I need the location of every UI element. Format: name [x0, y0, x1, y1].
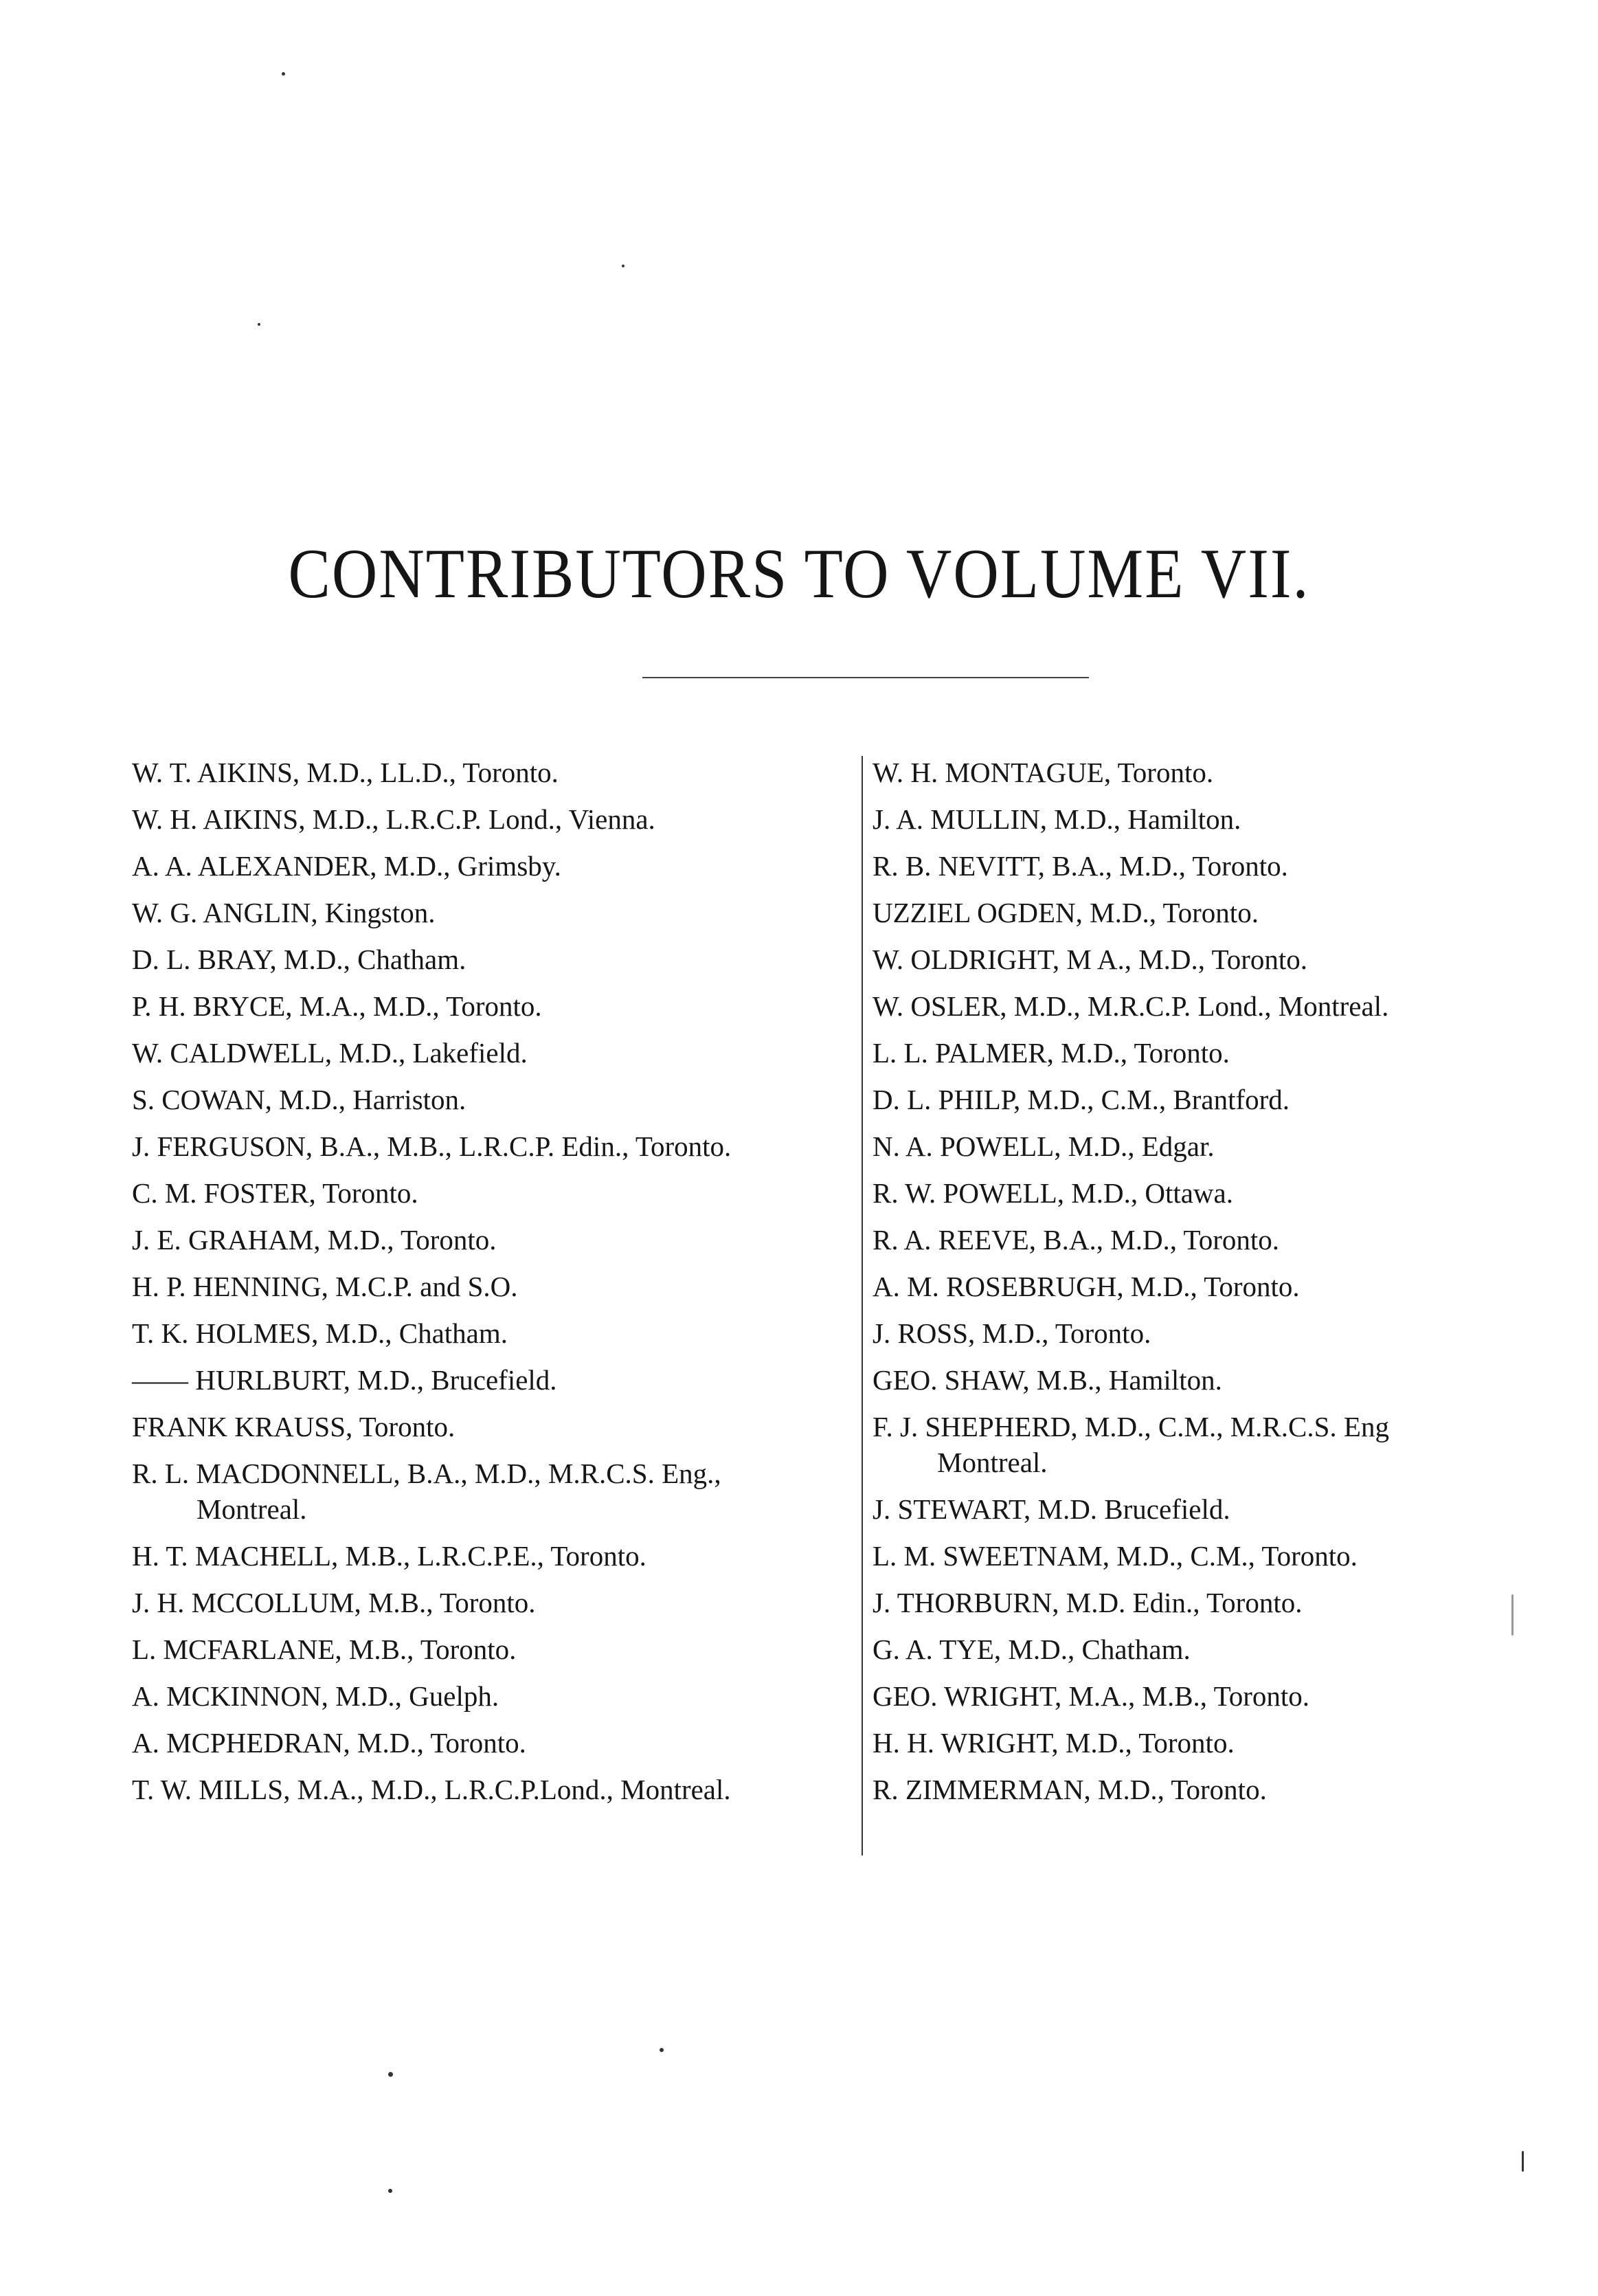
contributor-entry: A. MCPHEDRAN, M.D., Toronto.	[132, 1727, 526, 1759]
scan-speck	[1511, 1594, 1513, 1636]
contributor-entry: W. T. AIKINS, M.D., LL.D., Toronto.	[132, 757, 559, 788]
contributor-entry: FRANK KRAUSS, Toronto.	[132, 1411, 455, 1442]
contributor-entry: A. MCKINNON, M.D., Guelph.	[132, 1680, 499, 1712]
contributor-entry: H. P. HENNING, M.C.P. and S.O.	[132, 1271, 518, 1302]
contributor-entry: P. H. BRYCE, M.A., M.D., Toronto.	[132, 990, 542, 1022]
contributor-entry: R. W. POWELL, M.D., Ottawa.	[873, 1177, 1233, 1209]
contributor-list-right	[873, 749, 1594, 1813]
scan-speck	[388, 2072, 393, 2077]
contributor-entry: L. MCFARLANE, M.B., Toronto.	[132, 1634, 517, 1665]
contributor-entry: T. K. HOLMES, M.D., Chatham.	[132, 1317, 508, 1349]
contributor-entry: L. L. PALMER, M.D., Toronto.	[873, 1037, 1230, 1069]
contributor-entry: L. M. SWEETNAM, M.D., C.M., Toronto.	[873, 1540, 1358, 1572]
contributor-entry: J. FERGUSON, B.A., M.B., L.R.C.P. Edin., Toronto.	[132, 1130, 732, 1162]
contributor-entry: H. H. WRIGHT, M.D., Toronto.	[873, 1727, 1235, 1759]
contributor-list-left	[132, 749, 850, 1813]
contributor-entry: T. W. MILLS, M.A., M.D., L.R.C.P.Lond., Montreal.	[132, 1774, 731, 1805]
column-divider	[862, 756, 863, 1855]
contributor-entry: GEO. WRIGHT, M.A., M.B., Toronto.	[873, 1680, 1310, 1712]
contributor-entry: W. G. ANGLIN, Kingston.	[132, 897, 436, 928]
contributor-entry: R. B. NEVITT, B.A., M.D., Toronto.	[873, 850, 1288, 882]
contributor-entry: J. THORBURN, M.D. Edin., Toronto.	[873, 1587, 1303, 1618]
contributor-entry: —— HURLBURT, M.D., Brucefield.	[132, 1364, 557, 1396]
scan-speck	[388, 2189, 392, 2193]
contributor-entry: H. T. MACHELL, M.B., L.R.C.P.E., Toronto.	[132, 1540, 646, 1572]
contributor-entry-continuation: Montreal.	[196, 1493, 307, 1525]
contributor-entry: F. J. SHEPHERD, M.D., C.M., M.R.C.S. Eng	[873, 1411, 1389, 1442]
contributor-entry: W. CALDWELL, M.D., Lakefield.	[132, 1037, 528, 1069]
contributor-entry: W. OSLER, M.D., M.R.C.P. Lond., Montreal.	[873, 990, 1389, 1022]
contributor-entry: J. H. MCCOLLUM, M.B., Toronto.	[132, 1587, 536, 1618]
contributor-entry: S. COWAN, M.D., Harriston.	[132, 1084, 466, 1115]
contributor-entry: A. M. ROSEBRUGH, M.D., Toronto.	[873, 1271, 1300, 1302]
scan-speck	[622, 265, 624, 267]
contributor-entry: W. OLDRIGHT, M A., M.D., Toronto.	[873, 944, 1308, 975]
contributor-entry: A. A. ALEXANDER, M.D., Grimsby.	[132, 850, 561, 882]
scan-speck	[660, 2048, 664, 2052]
contributor-entry: C. M. FOSTER, Toronto.	[132, 1177, 418, 1209]
contributor-entry: J. STEWART, M.D. Brucefield.	[873, 1493, 1230, 1525]
contributor-entry: D. L. BRAY, M.D., Chatham.	[132, 944, 466, 975]
contributor-entry: R. A. REEVE, B.A., M.D., Toronto.	[873, 1224, 1280, 1256]
scan-speck	[258, 323, 260, 326]
contributor-entry: UZZIEL OGDEN, M.D., Toronto.	[873, 897, 1259, 928]
scan-speck	[1522, 2151, 1524, 2172]
contributor-entry: R. ZIMMERMAN, M.D., Toronto.	[873, 1774, 1267, 1805]
contributor-entry-continuation: Montreal.	[937, 1447, 1048, 1478]
contributor-entry: J. ROSS, M.D., Toronto.	[873, 1317, 1151, 1349]
contributor-entry: GEO. SHAW, M.B., Hamilton.	[873, 1364, 1222, 1396]
contributor-entry: G. A. TYE, M.D., Chatham.	[873, 1634, 1191, 1665]
contributor-entry: J. A. MULLIN, M.D., Hamilton.	[873, 803, 1241, 835]
page-title: CONTRIBUTORS TO VOLUME VII.	[288, 534, 1310, 613]
title-rule	[642, 677, 1089, 678]
scan-speck	[282, 72, 285, 76]
contributor-entry: N. A. POWELL, M.D., Edgar.	[873, 1130, 1215, 1162]
contributor-entry: R. L. MACDONNELL, B.A., M.D., M.R.C.S. Eng.,	[132, 1458, 721, 1489]
contributor-entry: W. H. MONTAGUE, Toronto.	[873, 757, 1214, 788]
contributor-entry: J. E. GRAHAM, M.D., Toronto.	[132, 1224, 497, 1256]
contributor-entry: W. H. AIKINS, M.D., L.R.C.P. Lond., Vienna.	[132, 803, 655, 835]
contributor-entry: D. L. PHILP, M.D., C.M., Brantford.	[873, 1084, 1290, 1115]
